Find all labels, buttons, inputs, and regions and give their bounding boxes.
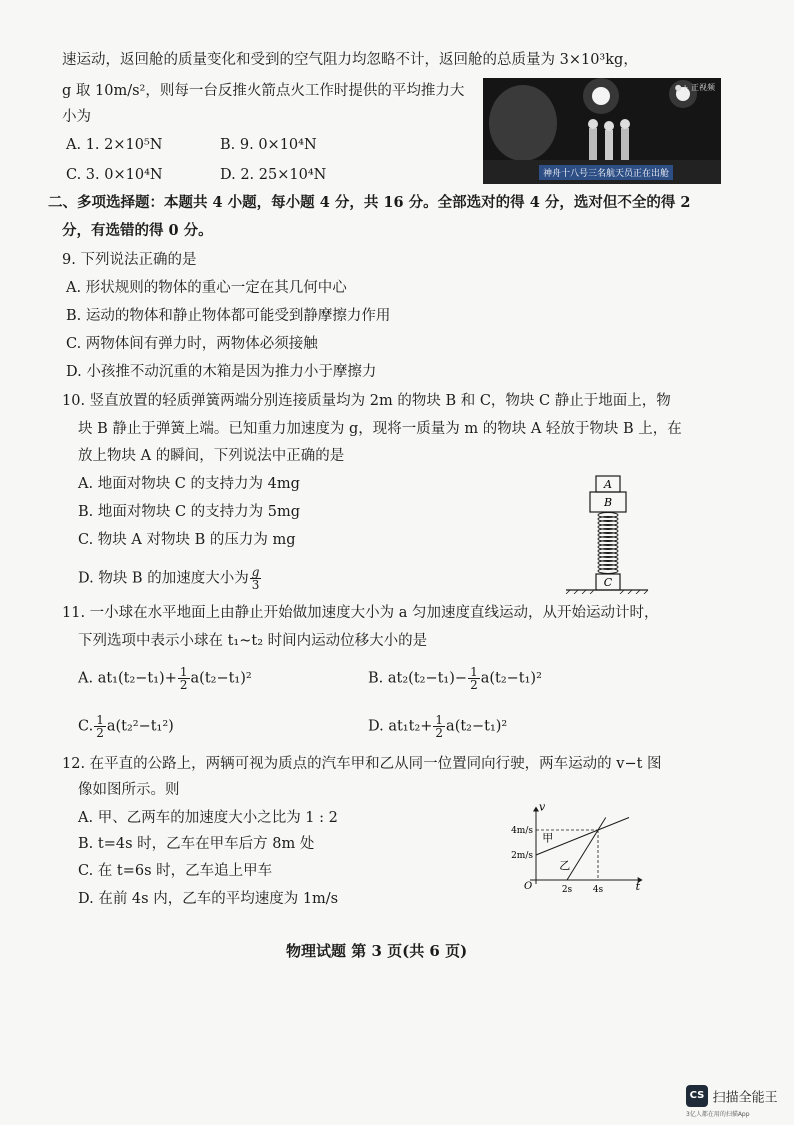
- q11-option-c-post: a(t₂²−t₁²): [106, 718, 174, 735]
- q12-option-d: D. 在前 4s 内，乙车的平均速度为 1m/s: [78, 891, 339, 907]
- one-half-fraction: [433, 714, 445, 739]
- x-axis-label: t: [635, 880, 641, 892]
- fraction-denominator: 2: [435, 726, 444, 740]
- block-b-label: B: [603, 496, 613, 509]
- fraction-denominator: 3: [251, 578, 260, 592]
- q10-option-a: A. 地面对物块 C 的支持力为 4mg: [78, 476, 300, 492]
- y-axis-label: v: [539, 800, 546, 814]
- q10-stem-line2: 块 B 静止于弹簧上端。已知重力加速度为 g，现将一质量为 m 的物块 A 轻放于物块 B 上，在: [78, 421, 682, 437]
- q12-stem-line2: 像如图所示。则: [78, 782, 180, 798]
- x-tick-label-2s: 2s: [561, 885, 573, 892]
- fraction-denominator: 2: [470, 678, 478, 692]
- fraction-denominator: 2: [179, 678, 188, 692]
- q10-stem-line1: 10. 竖直放置的轻质弹簧两端分别连接质量均为 2m 的物块 B 和 C，物块 C 静止于地面上，物: [62, 393, 671, 409]
- q12-option-a: A. 甲、乙两车的加速度大小之比为 1 : 2: [78, 810, 338, 826]
- q10-option-c: C. 物块 A 对物块 B 的压力为 mg: [78, 532, 296, 548]
- q11-option-b-pre: B. at₂(t₂−t₁)−: [368, 670, 468, 687]
- fraction-numerator: 1: [470, 665, 478, 679]
- q11-stem-line2: 下列选项中表示小球在 t₁~t₂ 时间内运动位移大小的是: [78, 633, 428, 649]
- one-half-fraction: [94, 714, 106, 739]
- q11-option-b-post: a(t₂−t₁)²: [480, 670, 542, 687]
- origin-label: O: [524, 881, 533, 892]
- q9-option-c: C. 两物体间有弹力时，两物体必须接触: [66, 336, 318, 352]
- q11-option-d: [368, 714, 507, 739]
- photo-logo: ●+ 正视频: [674, 83, 715, 92]
- q11-option-d-pre: D. at₁t₂+: [368, 718, 433, 735]
- fraction-numerator: 1: [96, 713, 104, 727]
- series-yi-line: [567, 818, 606, 881]
- q8-option-d: D. 2. 25×10⁴N: [220, 167, 327, 183]
- series-jia-label: 甲: [542, 831, 554, 845]
- q11-option-b: [368, 666, 542, 691]
- q11-option-a: [78, 666, 252, 691]
- q8-option-b: B. 9. 0×10⁴N: [220, 137, 317, 153]
- one-half-fraction: [468, 666, 480, 691]
- section2-header-line2: 分，有选错的得 0 分。: [62, 222, 213, 239]
- q10-option-b: B. 地面对物块 C 的支持力为 5mg: [78, 504, 301, 520]
- y-tick-label-2: 2m/s: [511, 851, 533, 861]
- q8-stem-line1: 速运动，返回舱的质量变化和受到的空气阻力均忽略不计，返回舱的总质量为 3×10³kg，: [62, 52, 638, 68]
- photo-caption: 神舟十八号三名航天员正在出舱: [539, 165, 673, 180]
- q8-stem-line3: 小为: [62, 109, 91, 125]
- scanner-brand: 扫描全能王: [712, 1090, 778, 1106]
- series-yi-label: 乙: [559, 858, 571, 872]
- q11-option-d-post: a(t₂−t₁)²: [446, 718, 508, 735]
- q9-option-a: A. 形状规则的物体的重心一定在其几何中心: [66, 280, 347, 296]
- fraction-denominator: 2: [96, 726, 104, 740]
- q8-option-a: A. 1. 2×10⁵N: [66, 137, 163, 153]
- q11-option-c: [78, 714, 174, 739]
- section2-header-line1: 二、多项选择题：本题共 4 小题，每小题 4 分，共 16 分。全部选对的得 4 分，选对但不全的得 2: [48, 194, 691, 211]
- block-a-label: A: [604, 478, 612, 491]
- scanner-watermark: [686, 1085, 778, 1118]
- q9-stem: 9. 下列说法正确的是: [62, 252, 197, 268]
- x-tick-label-4s: 4s: [592, 885, 604, 892]
- fraction-numerator: 1: [435, 713, 444, 727]
- q8-stem-line2: g 取 10m/s²，则每一台反推火箭点火工作时提供的平均推力大: [62, 83, 465, 99]
- scanner-tagline: 3亿人都在用的扫描App: [686, 1111, 750, 1118]
- q11-option-a-post: a(t₂−t₁)²: [190, 670, 252, 687]
- camscanner-icon: CS: [686, 1085, 708, 1107]
- q10-option-d-text: D. 物块 B 的加速度大小为: [78, 570, 249, 587]
- q10-option-d: [78, 566, 262, 591]
- q9-option-d: D. 小孩推不动沉重的木箱是因为推力小于摩擦力: [66, 364, 377, 380]
- spring-block-diagram: [562, 472, 652, 594]
- q10-option-d-fraction: [250, 566, 262, 591]
- q11-option-c-pre: C.: [78, 718, 94, 735]
- q12-option-b: B. t=4s 时，乙车在甲车后方 8m 处: [78, 836, 315, 852]
- vt-graph: [498, 780, 648, 892]
- q12-stem-line1: 12. 在平直的公路上，两辆可视为质点的汽车甲和乙从同一位置同向行驶，两车运动的 v−t 图: [62, 756, 662, 772]
- one-half-fraction: [178, 666, 190, 691]
- page-footer-title: 物理试题 第 3 页(共 6 页): [286, 942, 468, 960]
- block-c-label: C: [603, 576, 613, 589]
- spring: [598, 513, 618, 574]
- q10-stem-line3: 放上物块 A 的瞬间，下列说法中正确的是: [78, 448, 345, 464]
- q11-stem-line1: 11. 一小球在水平地面上由静止开始做加速度大小为 a 匀加速度直线运动，从开始运动计时，: [62, 605, 659, 621]
- fraction-numerator: 1: [179, 665, 188, 679]
- fraction-numerator: g: [251, 565, 260, 579]
- q8-option-c: C. 3. 0×10⁴N: [66, 167, 163, 183]
- q9-option-b: B. 运动的物体和静止物体都可能受到静摩擦力作用: [66, 308, 391, 324]
- q12-option-c: C. 在 t=6s 时，乙车追上甲车: [78, 863, 273, 879]
- y-tick-label-4: 4m/s: [511, 826, 533, 836]
- astronaut-photo: [483, 78, 721, 184]
- q11-option-a-pre: A. at₁(t₂−t₁)+: [78, 670, 177, 687]
